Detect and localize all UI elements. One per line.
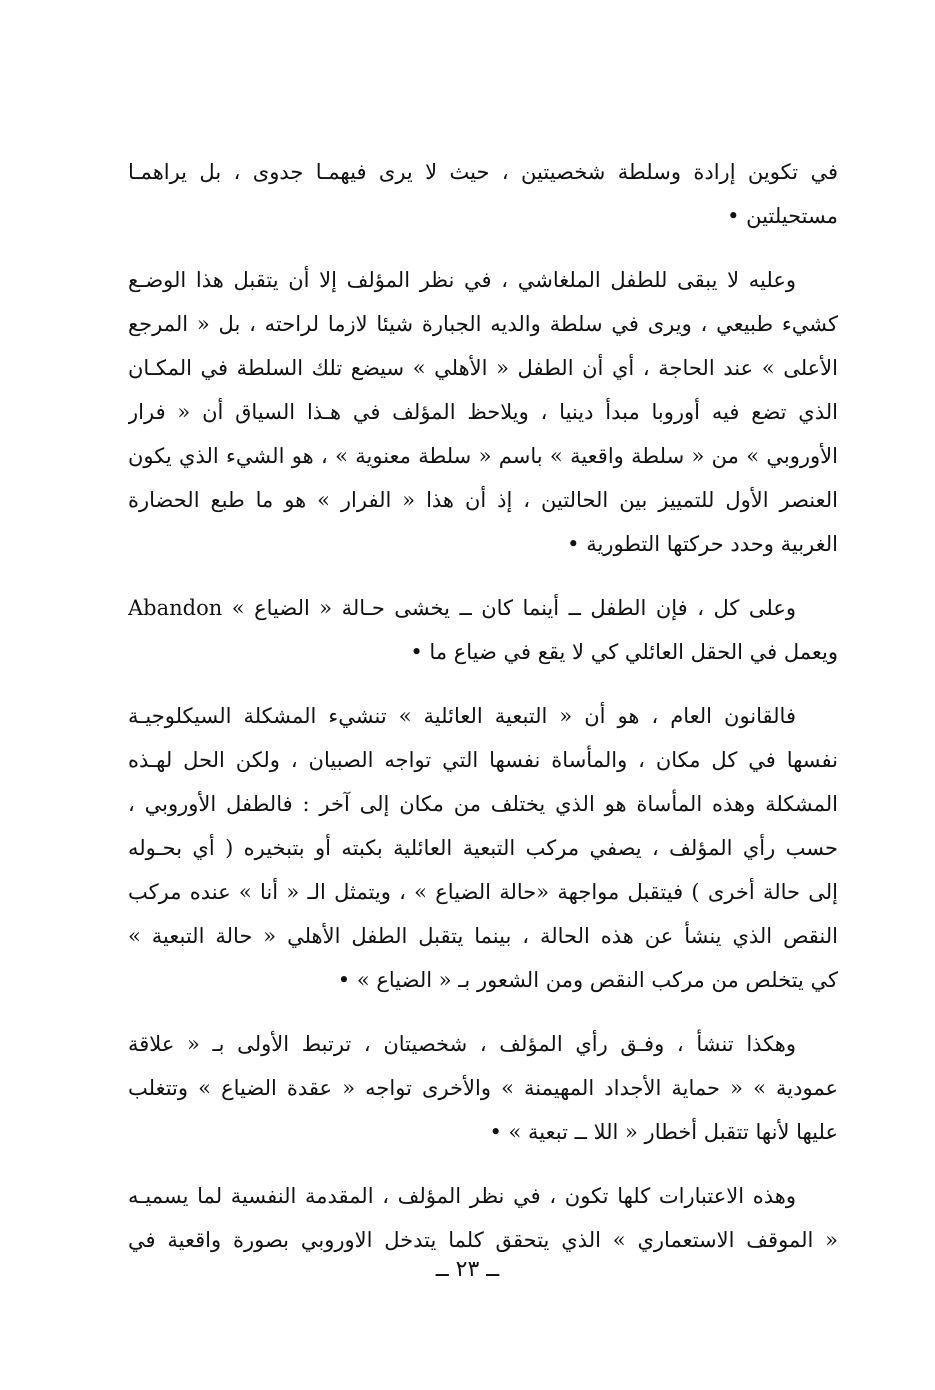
text-line: في تكوين إرادة وسلطة شخصيتين ، حيث لا يرى فيهمـا جدوى ، بل يراهمـا (128, 160, 838, 184)
text-line: كشيء طبيعي ، ويرى في سلطة والديه الجبارة شيئا لازما لراحته ، بل « المرجع (128, 312, 838, 336)
text-line: مستحيلتين • (727, 204, 838, 228)
text-line: وهكذا تنشأ ، وفـق رأي المؤلف ، شخصيتان ، ترتبط الأولى بـ « علاقة (128, 1032, 796, 1056)
text-line: نفسها في كل مكان ، والمأساة نفسها التي تواجه الصبيان ، ولكن الحل لهـذه (128, 748, 838, 772)
text-line: النقص الذي ينشأ عن هذه الحالة ، بينما يتقبل الطفل الأهلي « حالة التبعية » (128, 924, 838, 948)
text-line: عمودية » « حماية الأجداد المهيمنة » والأخرى تواجه « عقدة الضياع » وتتغلب (128, 1076, 838, 1100)
paragraph-6 (128, 1174, 838, 1262)
text-line: حسب رأي المؤلف ، يصفي مركب التبعية العائلية بكبته أو بتبخيره ( أي بحـوله (128, 836, 838, 860)
paragraph-1 (128, 150, 838, 238)
text-line: كي يتخلص من مركب النقص ومن الشعور بـ « الضياع » • (337, 968, 838, 992)
text-line: الذي تضع فيه أوروبا مبدأ دينيا ، ويلاحظ المؤلف في هـذا السياق أن « فرار (128, 400, 838, 424)
text-line: عليها لأنها تتقبل أخطار « اللا ــ تبعية » • (489, 1120, 838, 1144)
paragraph-5 (128, 1022, 838, 1154)
paragraph-3 (128, 586, 838, 674)
text-line: « الموقف الاستعماري » الذي يتحقق كلما يتدخل الاوروبي بصورة واقعية في (128, 1228, 838, 1252)
text-line: الغربية وحدد حركتها التطورية • (567, 532, 838, 556)
text-line: الأوروبي » من « سلطة واقعية » باسم « سلطة معنوية » ، هو الشيء الذي يكون (128, 444, 838, 468)
text-line: العنصر الأول للتمييز بين الحالتين ، إذ أن هذا « الفرار » هو ما طبع الحضارة (128, 488, 838, 512)
text-line: الأعلى » عند الحاجة ، أي أن الطفل « الأهلي » سيضع تلك السلطة في المكـان (128, 356, 838, 380)
paragraph-2 (128, 258, 838, 566)
page-number: ــ ٢٣ ــ (435, 1257, 500, 1282)
paragraph-4 (128, 694, 838, 1002)
text-line: وعلى كل ، فإن الطفل ــ أينما كان ــ يخشى حـالة « الضياع » Abandon (128, 596, 796, 620)
text-line: وعليه لا يبقى للطفل الملغاشي ، في نظر المؤلف إلا أن يتقبل هذا الوضـع (128, 268, 796, 292)
text-line: المشكلة وهذه المأساة هو الذي يختلف من مكان إلى آخر : فالطفل الأوروبي ، (128, 792, 838, 816)
text-line: ويعمل في الحقل العائلي كي لا يقع في ضياع ما • (410, 640, 838, 664)
text-line: وهذه الاعتبارات كلها تكون ، في نظر المؤلف ، المقدمة النفسية لما يسميـه (128, 1184, 796, 1208)
text-line: فالقانون العام ، هو أن « التبعية العائلية » تنشيء المشكلة السيكلوجيـة (128, 704, 796, 728)
page-body (128, 150, 838, 1282)
text-line: إلى حالة أخرى ) فيتقبل مواجهة «حالة الضياع » ، ويتمثل الـ « أنا » عنده مركب (128, 880, 838, 904)
